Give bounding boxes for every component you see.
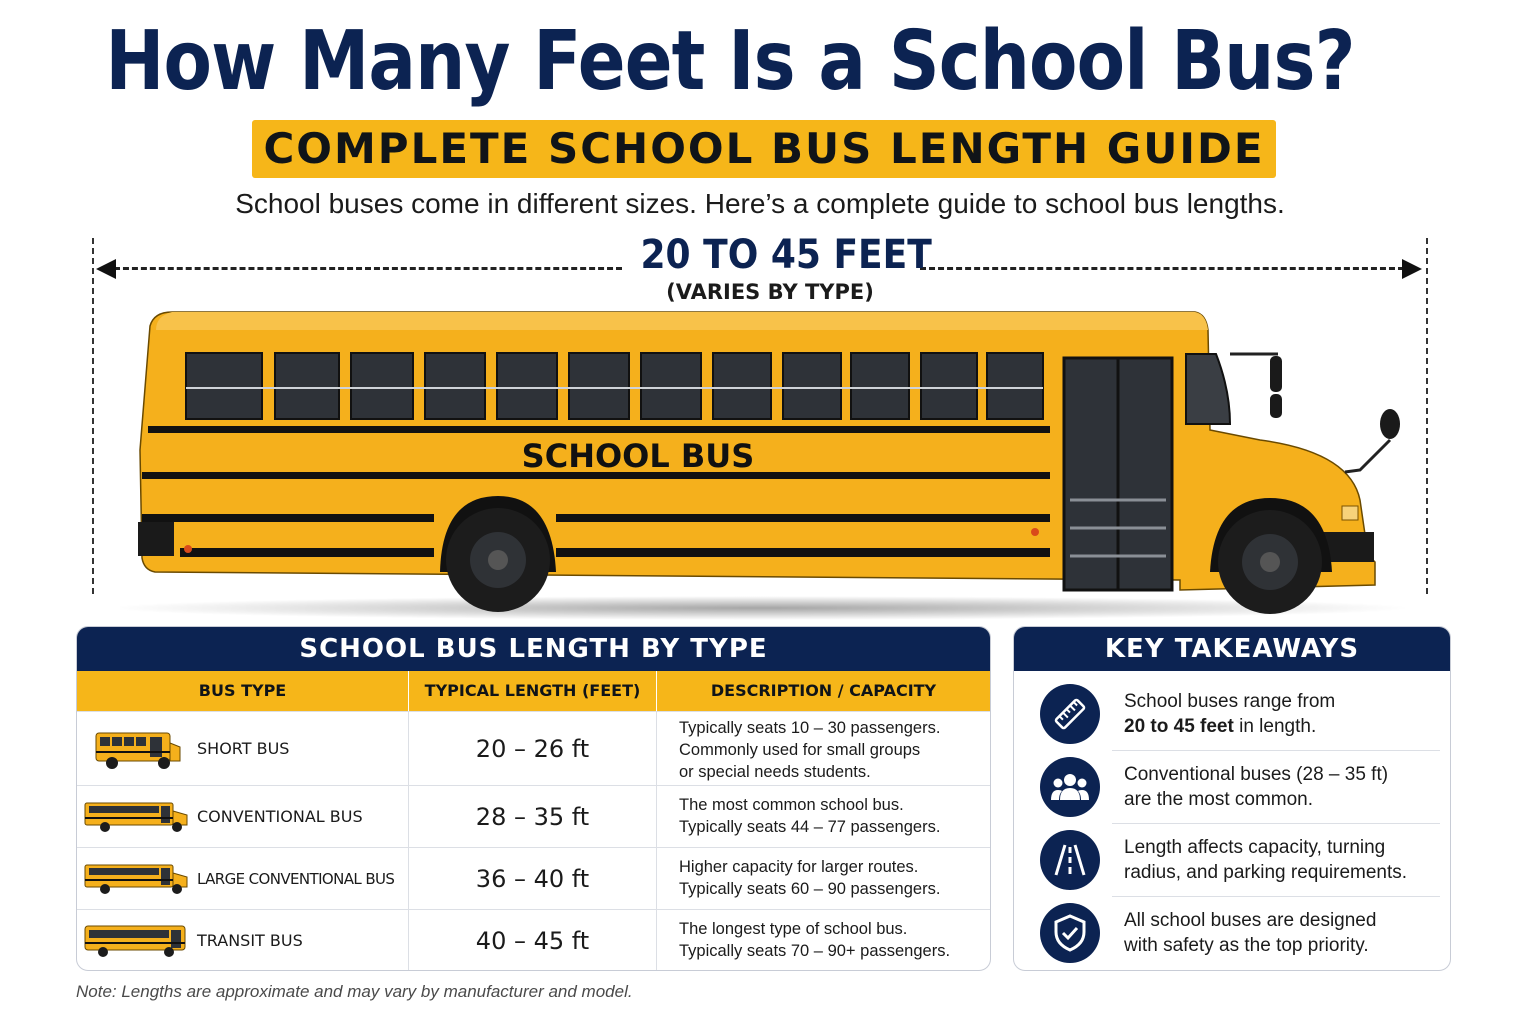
arrow-left-icon	[96, 259, 116, 279]
bus-description: Higher capacity for larger routes. Typically seats 60 – 90 passengers.	[679, 858, 941, 898]
guide-banner: COMPLETE SCHOOL BUS LENGTH GUIDE	[252, 120, 1276, 178]
bus-type-label: CONVENTIONAL BUS	[197, 807, 363, 826]
school-bus-illustration	[120, 300, 1420, 620]
length-by-type-panel	[76, 626, 991, 971]
footnote: Note: Lengths are approximate and may vary by manufacturer and model.	[76, 982, 633, 1001]
bus-length-value: 20 – 26 ft	[409, 712, 657, 785]
takeaway-item: School buses range from 20 to 45 feet in length.	[1014, 677, 1450, 750]
measure-dash-left	[114, 267, 622, 270]
bus-length-value: 36 – 40 ft	[409, 848, 657, 909]
takeaway-highlight: 20 to 45 feet	[1124, 715, 1234, 737]
header-bus-type: BUS TYPE	[77, 671, 409, 711]
measure-line-right	[1426, 238, 1428, 594]
shield-check-icon	[1040, 903, 1100, 963]
bus-description: The longest type of school bus. Typically seats 70 – 90+ passengers.	[679, 920, 951, 960]
bus-length-value: 40 – 45 ft	[409, 910, 657, 971]
transit-bus-icon	[77, 922, 197, 960]
bus-type-label: SHORT BUS	[197, 739, 290, 758]
page-title: How Many Feet Is a School Bus?	[105, 14, 1355, 109]
table-title: SCHOOL BUS LENGTH BY TYPE	[77, 627, 990, 671]
page-subtitle: School buses come in different sizes. Here’s a complete guide to school bus lengths.	[235, 188, 1285, 219]
bus-description: The most common school bus. Typically seats 44 – 77 passengers.	[679, 796, 941, 836]
bus-description: Typically seats 10 – 30 passengers. Commonly used for small groups or special needs students.	[679, 719, 941, 781]
takeaway-text: School buses range from	[1124, 690, 1336, 712]
length-range-note: (VARIES BY TYPE)	[666, 280, 874, 304]
table-row	[77, 785, 990, 847]
header-length: TYPICAL LENGTH (FEET)	[409, 671, 657, 711]
large-conventional-bus-icon	[77, 861, 197, 897]
arrow-right-icon	[1402, 259, 1422, 279]
takeaway-item: Conventional buses (28 – 35 ft) are the most common.	[1014, 750, 1450, 823]
measure-line-left	[92, 238, 94, 594]
table-row	[77, 909, 990, 971]
group-icon	[1040, 757, 1100, 817]
header-description: DESCRIPTION / CAPACITY	[710, 681, 937, 700]
road-icon	[1040, 830, 1100, 890]
table-row	[77, 711, 990, 785]
length-range: 20 TO 45 FEET	[640, 232, 932, 278]
bus-type-label: TRANSIT BUS	[197, 931, 303, 950]
ruler-icon	[1040, 684, 1100, 744]
takeaway-item: Length affects capacity, turning radius, and parking requirements.	[1014, 823, 1450, 896]
takeaway-text: All school buses are designed	[1124, 909, 1377, 931]
measure-dash-right	[920, 267, 1404, 270]
takeaway-item: All school buses are designed with safety as the top priority.	[1014, 896, 1450, 969]
table-header-row	[77, 671, 990, 711]
short-bus-icon	[77, 727, 197, 771]
key-takeaways-panel	[1013, 626, 1451, 971]
conventional-bus-icon	[77, 799, 197, 835]
bus-type-label: LARGE CONVENTIONAL BUS	[197, 869, 395, 888]
bus-length-value: 28 – 35 ft	[409, 786, 657, 847]
takeaway-text: Conventional buses (28 – 35 ft)	[1124, 763, 1389, 785]
bus-side-label: SCHOOL BUS	[521, 437, 755, 475]
takeaways-title: KEY TAKEAWAYS	[1014, 627, 1450, 671]
takeaway-text: Length affects capacity, turning	[1124, 836, 1386, 858]
table-row	[77, 847, 990, 909]
